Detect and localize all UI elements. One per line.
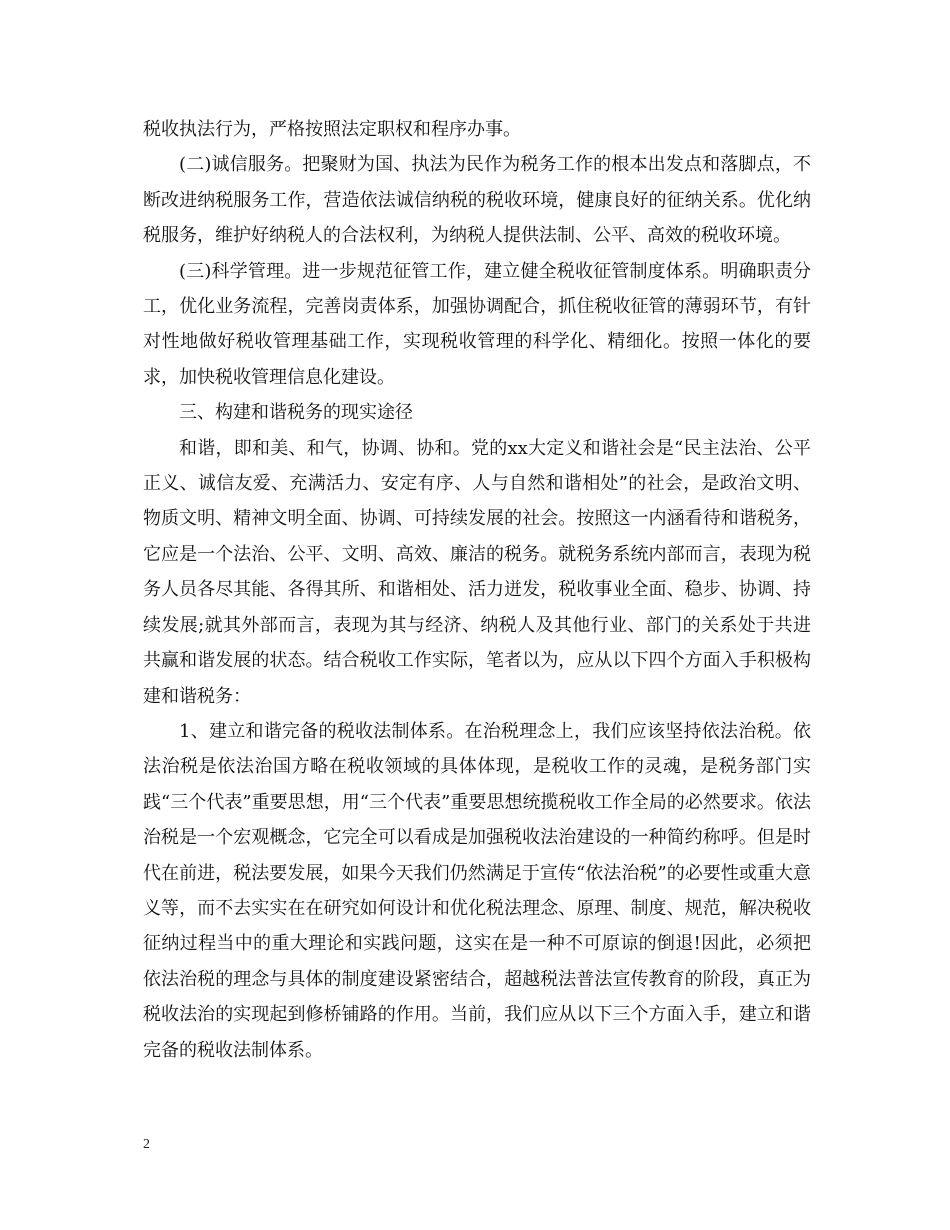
paragraph-scientific-management: (三)科学管理。进一步规范征管工作，建立健全税收征管制度体系。明确职责分工，优化业务流程，完善岗责体系，加强协调配合，抓住税收征管的薄弱环节，有针对性地做好税收管理基础工作，实现税收管理的科学化、精细化。按照一体化的要求，加快税收管理信息化建设。 — [143, 260, 811, 388]
document-body — [143, 112, 811, 1068]
paragraph-honest-service: (二)诚信服务。把聚财为国、执法为民作为税务工作的根本出发点和落脚点，不断改进纳税服务工作，营造依法诚信纳税的税收环境，健康良好的征纳关系。优化纳税服务，维护好纳税人的合法权利，为纳税人提供法制、公平、高效的税收环境。 — [143, 154, 811, 247]
paragraph-tax-legal-system: 1、建立和谐完备的税收法制体系。在治税理念上，我们应该坚持依法治税。依法治税是依法治国方略在税收领域的具体体现，是税收工作的灵魂，是税务部门实践“三个代表”重要思想，用“三个代表”重要思想统揽税收工作全局的必然要求。依法治税是一个宏观概念，它完全可以看成是加强税收法治建设的一种简约称呼。但是时代在前进，税法要发展，如果今天我们仍然满足于宣传“依法治税”的必要性或重大意义等，而不去实实在在研究如何设计和优化税法理念、原理、制度、规范，解决税收征纳过程当中的重大理论和实践问题，这实在是一种不可原谅的倒退!因此，必须把依法治税的理念与具体的制度建设紧密结合，超越税法普法宣传教育的阶段，真正为税收法治的实现起到修桥铺路的作用。当前，我们应从以下三个方面入手，建立和谐完备的税收法制体系。 — [143, 720, 811, 1061]
section-heading-realistic-approach: 三、构建和谐税务的现实途径 — [179, 402, 413, 424]
paragraph-continuation: 税收执法行为，严格按照法定职权和程序办事。 — [143, 119, 521, 140]
paragraph-harmony-definition: 和谐，即和美、和气，协调、协和。党的xx大定义和谐社会是“民主法治、公平正义、诚信友爱、充满活力、安定有序、人与自然和谐相处”的社会，是政治文明、物质文明、精神文明全面、协调、可持续发展的社会。按照这一内涵看待和谐税务，它应是一个法治、公平、文明、高效、廉洁的税务。就税务系统内部而言，表现为税务人员各尽其能、各得其所、和谐相处、活力迸发，税收事业全面、稳步、协调、持续发展;就其外部而言，表现为其与经济、纳税人及其他行业、部门的关系处于共进共赢和谐发展的状态。结合税收工作实际，笔者以为，应从以下四个方面入手积极构建和谐税务： — [143, 437, 811, 707]
page-number: 2 — [143, 1137, 150, 1152]
